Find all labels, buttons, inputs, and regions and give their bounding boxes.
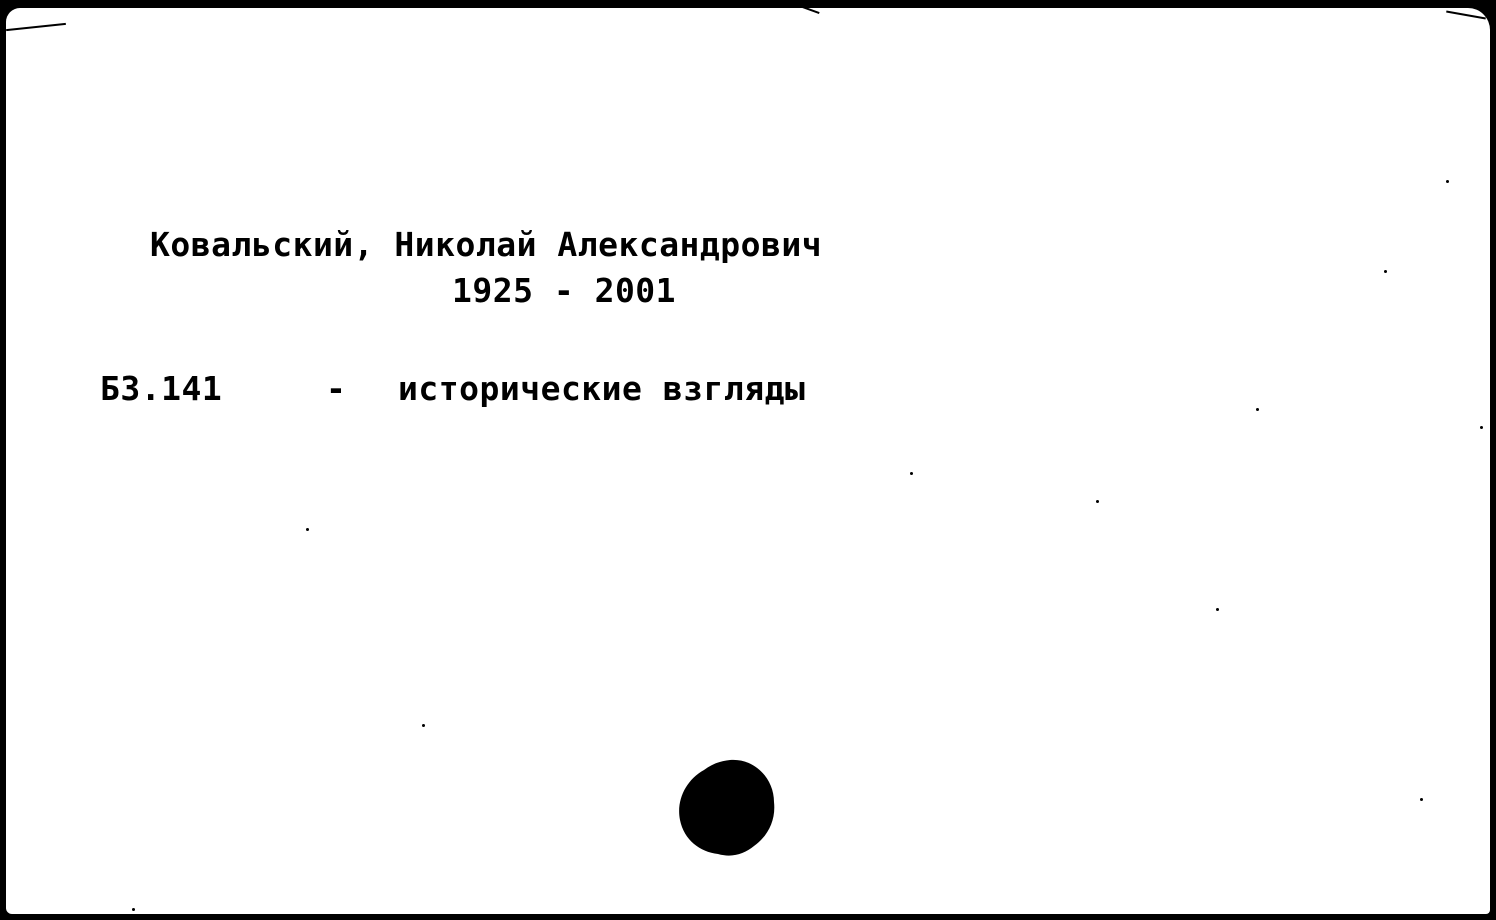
dust-speck bbox=[1480, 426, 1483, 429]
separator-dash: - bbox=[326, 369, 347, 408]
dust-speck bbox=[1096, 500, 1099, 503]
top-edge-scuff bbox=[6, 23, 66, 31]
punch-hole bbox=[674, 754, 784, 864]
dust-speck bbox=[1446, 180, 1449, 183]
dust-speck bbox=[1216, 608, 1219, 611]
subject-heading: исторические взгляды bbox=[398, 369, 806, 408]
life-years: 1925 - 2001 bbox=[452, 271, 677, 310]
classification-code: БЗ.141 bbox=[100, 369, 223, 408]
dust-speck bbox=[306, 528, 309, 531]
dust-speck bbox=[1256, 408, 1259, 411]
catalog-card bbox=[6, 8, 1490, 914]
dust-speck bbox=[132, 908, 135, 911]
dust-speck bbox=[910, 472, 913, 475]
dust-speck bbox=[422, 724, 425, 727]
author-name: Ковальский, Николай Александрович bbox=[150, 225, 823, 264]
dust-speck bbox=[1384, 270, 1387, 273]
top-edge-scuff bbox=[1446, 11, 1486, 20]
top-edge-scuff bbox=[796, 8, 819, 14]
dust-speck bbox=[1420, 798, 1423, 801]
